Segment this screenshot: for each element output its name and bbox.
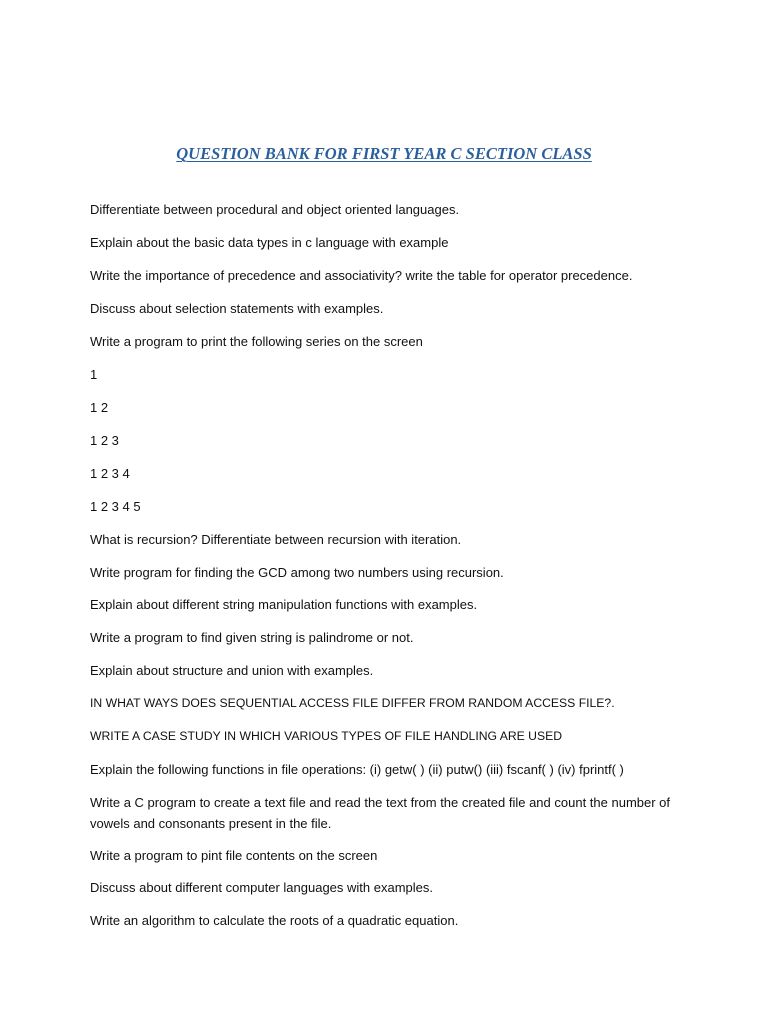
question-line: IN WHAT WAYS DOES SEQUENTIAL ACCESS FILE DIFFER FROM RANDOM ACCESS FILE?.	[90, 696, 615, 710]
page-title: QUESTION BANK FOR FIRST YEAR C SECTION CLASS	[176, 144, 592, 163]
question-line: Differentiate between procedural and object oriented languages.	[90, 202, 460, 217]
series-line: 1 2 3 4 5	[90, 499, 141, 514]
question-line: Explain the following functions in file operations: (i) getw( ) (ii) putw() (iii) fscanf( ) (iv) fprintf( )	[90, 762, 624, 777]
question-line: Explain about the basic data types in c language with example	[90, 235, 449, 250]
question-line: Explain about different string manipulation functions with examples.	[90, 597, 478, 612]
question-line: Discuss about selection statements with examples.	[90, 301, 384, 316]
question-line: WRITE A CASE STUDY IN WHICH VARIOUS TYPES OF FILE HANDLING ARE USED	[90, 729, 563, 743]
series-line: 1	[90, 367, 98, 382]
question-line: Write a program to pint file contents on the screen	[90, 848, 378, 863]
series-line: 1 2 3 4	[90, 466, 130, 481]
question-line: Write a C program to create a text file and read the text from the created file and count the number of vowels and consonants present in the file.	[90, 795, 671, 831]
question-line: Write program for finding the GCD among two numbers using recursion.	[90, 565, 504, 580]
series-line: 1 2 3	[90, 433, 119, 448]
series-line: 1 2	[90, 400, 109, 415]
question-line: Write the importance of precedence and associativity? write the table for operator precedence.	[90, 268, 633, 283]
question-line: Write a program to find given string is palindrome or not.	[90, 630, 414, 645]
question-line: Explain about structure and union with examples.	[90, 663, 374, 678]
question-line: What is recursion? Differentiate between recursion with iteration.	[90, 532, 462, 547]
question-line: Discuss about different computer languages with examples.	[90, 880, 434, 895]
question-line: Write a program to print the following series on the screen	[90, 334, 423, 349]
question-line: Write an algorithm to calculate the roots of a quadratic equation.	[90, 913, 459, 928]
